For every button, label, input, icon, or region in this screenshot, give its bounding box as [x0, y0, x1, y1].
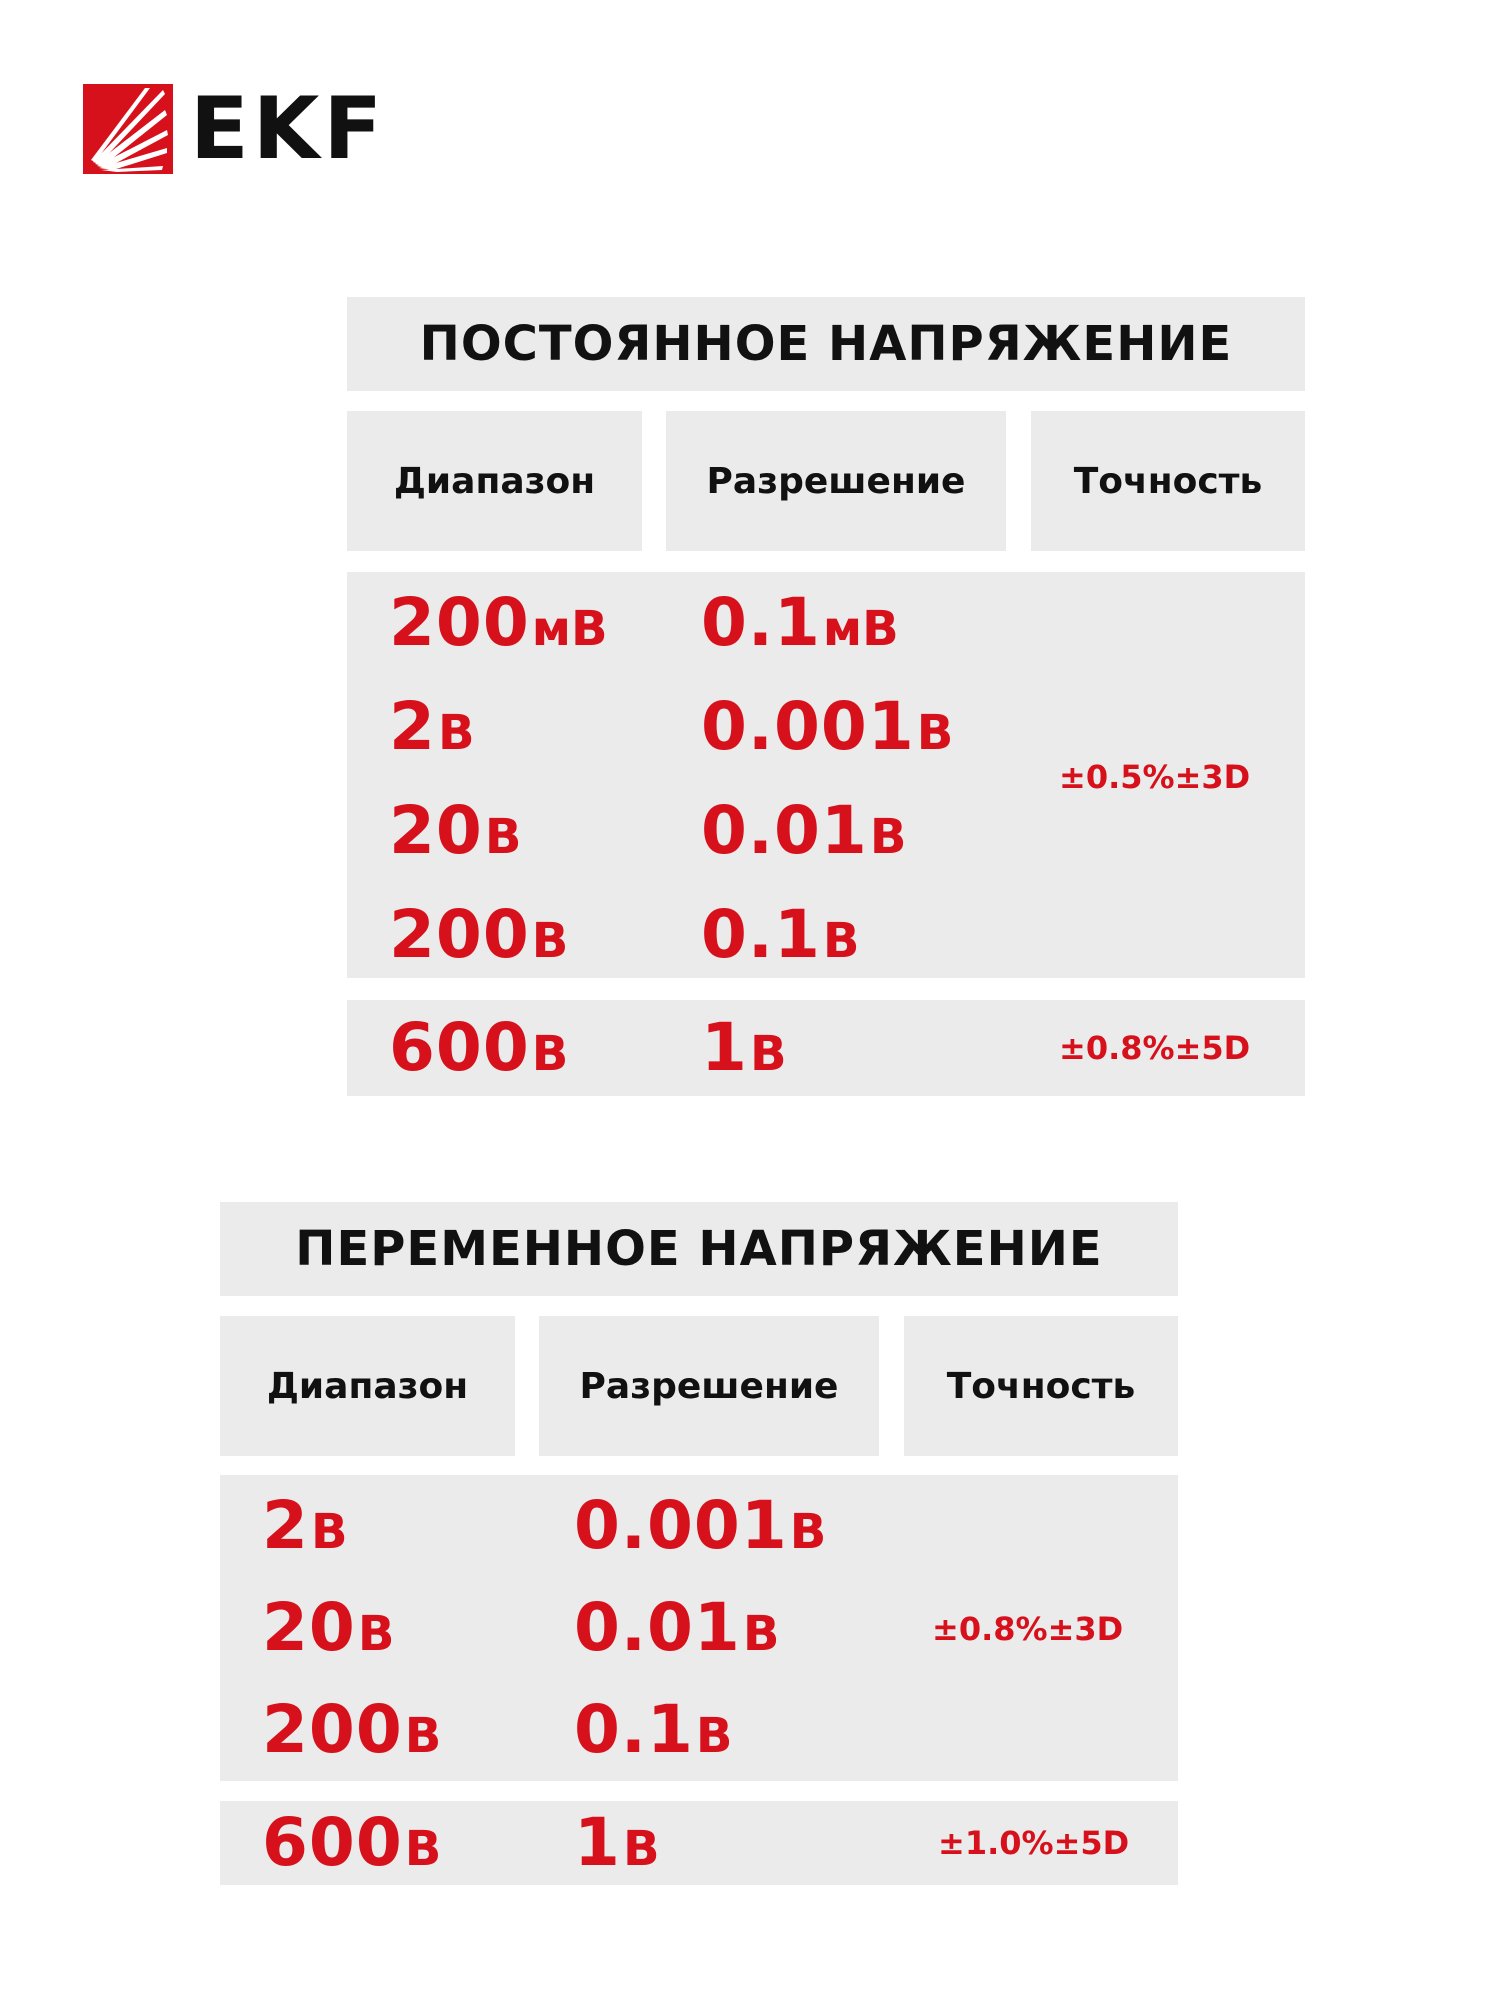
ac-range-cell: 200В	[262, 1691, 442, 1768]
dc-header-accuracy: Точность	[1031, 411, 1305, 551]
dc-resolution-cell: 0.1мВ	[701, 584, 899, 661]
ac-group2-panel	[220, 1801, 1178, 1885]
ekf-logo-icon	[83, 84, 173, 174]
dc-resolution-cell: 0.01В	[701, 792, 907, 869]
ac-range-cell: 20В	[262, 1589, 395, 1666]
ac-resolution-cell: 1В	[574, 1804, 660, 1881]
ac-resolution-cell: 0.1В	[574, 1691, 733, 1768]
ac-section-title: ПЕРЕМЕННОЕ НАПРЯЖЕНИЕ	[220, 1202, 1178, 1296]
ac-resolution-cell: 0.001В	[574, 1487, 827, 1564]
dc-accuracy-value: ±0.5%±3D	[1059, 758, 1251, 796]
dc-range-cell: 2В	[389, 688, 475, 765]
dc-range-cell: 200В	[389, 896, 569, 973]
ac-resolution-cell: 0.01В	[574, 1589, 780, 1666]
dc-group1-panel	[347, 572, 1305, 978]
ac-range-cell: 600В	[262, 1804, 442, 1881]
ac-header-range: Диапазон	[220, 1316, 515, 1456]
dc-header-range: Диапазон	[347, 411, 642, 551]
dc-resolution-cell: 0.001В	[701, 688, 954, 765]
dc-header-resolution: Разрешение	[666, 411, 1006, 551]
dc-resolution-cell: 1В	[701, 1009, 787, 1086]
dc-resolution-cell: 0.1В	[701, 896, 860, 973]
ac-header-resolution: Разрешение	[539, 1316, 879, 1456]
ac-accuracy-value: ±1.0%±5D	[938, 1824, 1130, 1862]
dc-range-cell: 20В	[389, 792, 522, 869]
ac-accuracy-value: ±0.8%±3D	[932, 1610, 1124, 1648]
dc-range-cell: 600В	[389, 1009, 569, 1086]
logo-wordmark: EKF	[190, 79, 387, 179]
ac-header-accuracy: Точность	[904, 1316, 1178, 1456]
ac-group1-panel	[220, 1475, 1178, 1781]
dc-group2-panel	[347, 1000, 1305, 1096]
dc-section-title: ПОСТОЯННОЕ НАПРЯЖЕНИЕ	[347, 297, 1305, 391]
dc-accuracy-value: ±0.8%±5D	[1059, 1029, 1251, 1067]
ac-range-cell: 2В	[262, 1487, 348, 1564]
dc-range-cell: 200мВ	[389, 584, 608, 661]
